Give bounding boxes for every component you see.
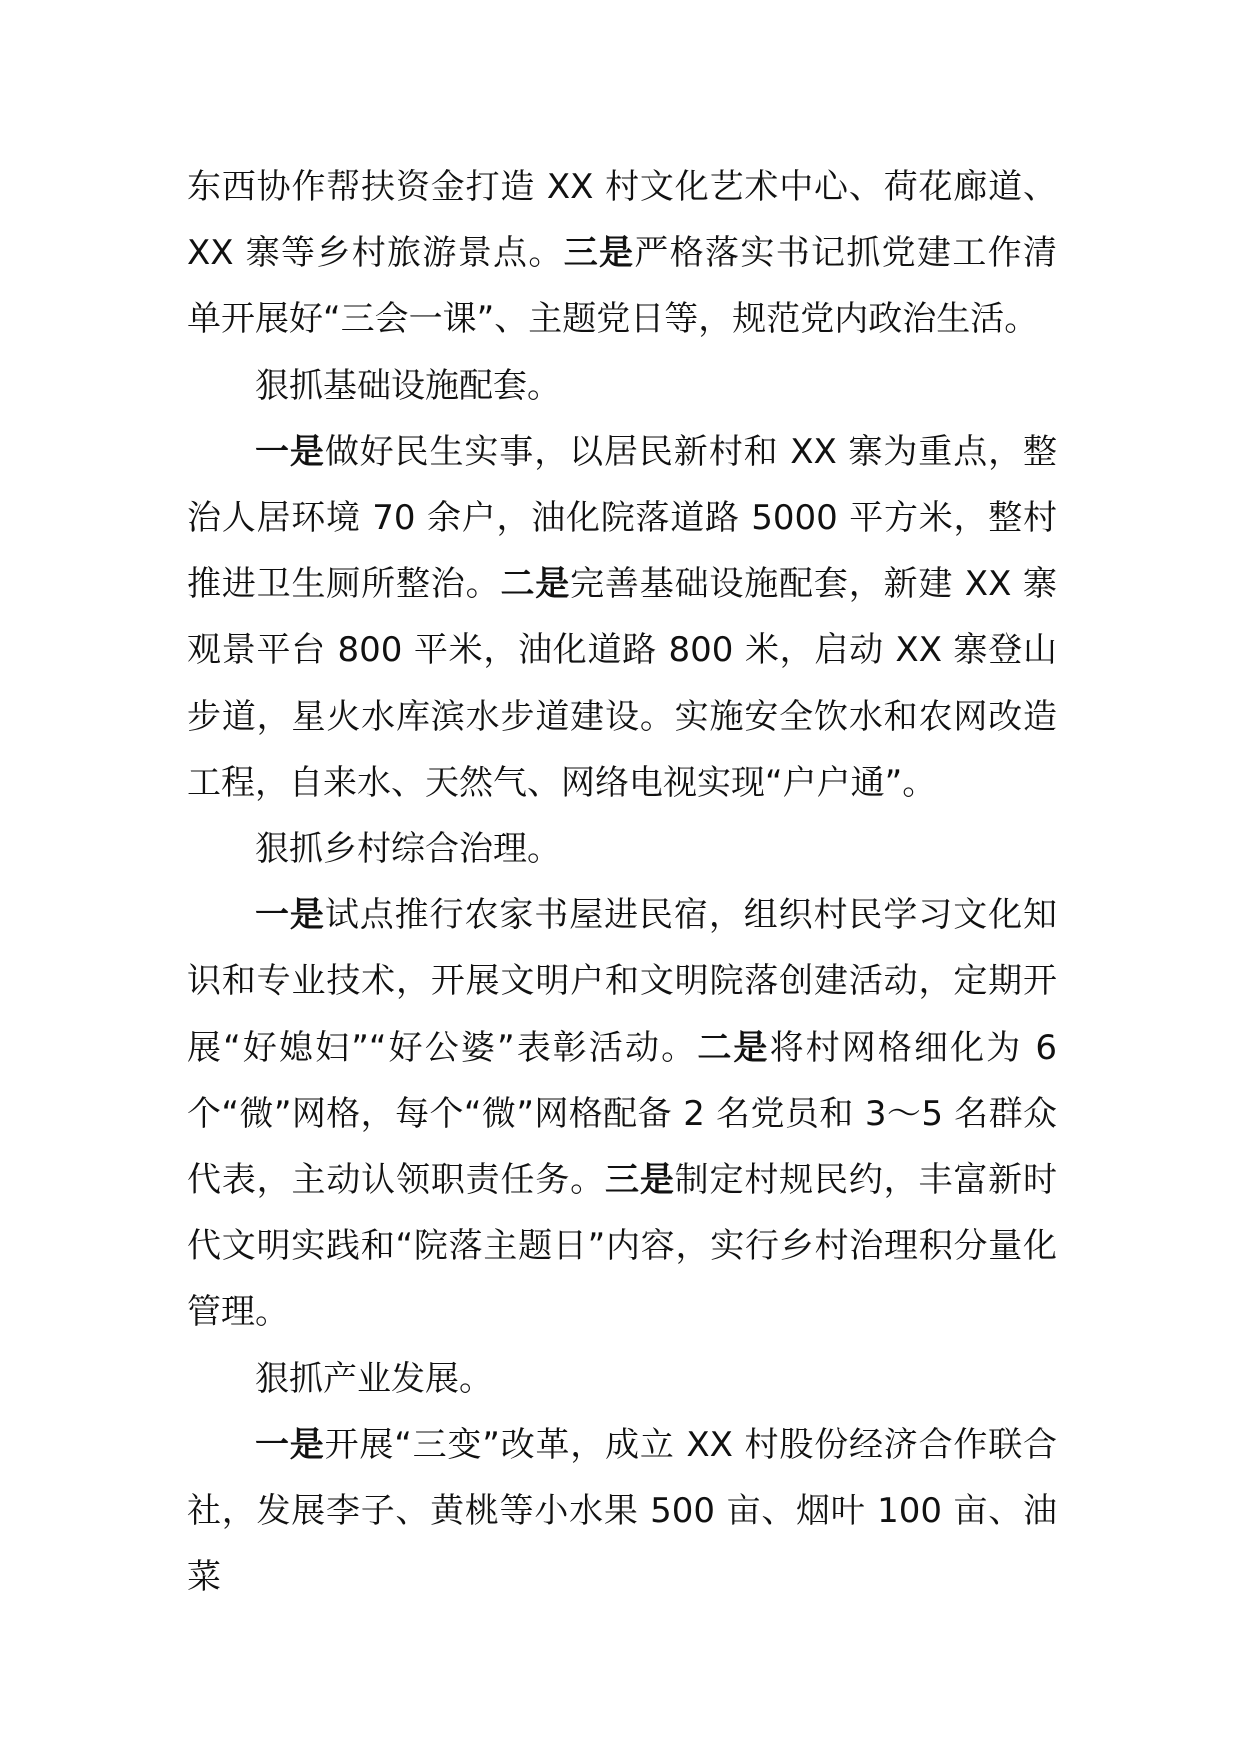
section-heading-governance — [187, 816, 1057, 882]
paragraph-text: 将村网格细化为 6 个“微”网格，每个“微”网格配备 2 名党员和 3～5 名群众代表，主动认领职责任务。 — [187, 1027, 1057, 1201]
paragraph-text: 完善基础设施配套，新建 XX 寨观景平台 800 平米，油化道路 800 米，启动 XX 寨登山步道，星火水库滨水步道建设。实施安全饮水和农网改造工程，自来水、天然气、网络电视实现“户户通”。 — [187, 564, 1058, 803]
paragraph-continuation — [187, 154, 1057, 353]
ordinal-marker: 二是 — [697, 1027, 770, 1068]
ordinal-marker: 三是 — [605, 1160, 675, 1201]
section-heading-text: 狠抓基础设施配套。 — [255, 365, 561, 406]
paragraph-industry — [187, 1412, 1057, 1611]
ordinal-marker: 一是 — [255, 895, 325, 936]
paragraph-infrastructure — [187, 419, 1057, 816]
ordinal-marker: 一是 — [255, 1424, 325, 1465]
section-heading-infrastructure — [187, 353, 1057, 419]
ordinal-marker: 三是 — [563, 233, 635, 274]
paragraph-text: 做好民生实事，以居民新村和 XX 寨为重点，整治人居环境 70 余户，油化院落道路 5000 平方米，整村推进卫生厕所整治。 — [187, 431, 1058, 605]
paragraph-text: 严格落实书记抓党建工作清单开展好“三会一课”、主题党日等，规范党内政治生活。 — [187, 233, 1058, 340]
paragraph-text: 开展“三变”改革，成立 XX 村股份经济合作联合社，发展李子、黄桃等小水果 500 亩、烟叶 100 亩、油菜 — [187, 1424, 1057, 1598]
section-heading-text: 狠抓乡村综合治理。 — [255, 829, 561, 870]
paragraph-text: 东西协作帮扶资金打造 XX 村文化艺术中心、荷花廊道、XX 寨等乡村旅游景点。 — [187, 167, 1057, 274]
paragraph-text: 试点推行农家书屋进民宿，组织村民学习文化知识和专业技术，开展文明户和文明院落创建活动，定期开展“好媳妇”“好公婆”表彰活动。 — [187, 895, 1058, 1068]
paragraph-text: 制定村规民约，丰富新时代文明实践和“院落主题日”内容，实行乡村治理积分量化管理。 — [187, 1160, 1058, 1333]
ordinal-marker: 一是 — [255, 431, 325, 472]
ordinal-marker: 二是 — [500, 564, 571, 605]
paragraph-governance — [187, 882, 1057, 1345]
document-body — [187, 154, 1057, 1610]
section-heading-industry — [187, 1346, 1057, 1412]
section-heading-text: 狠抓产业发展。 — [255, 1358, 493, 1399]
